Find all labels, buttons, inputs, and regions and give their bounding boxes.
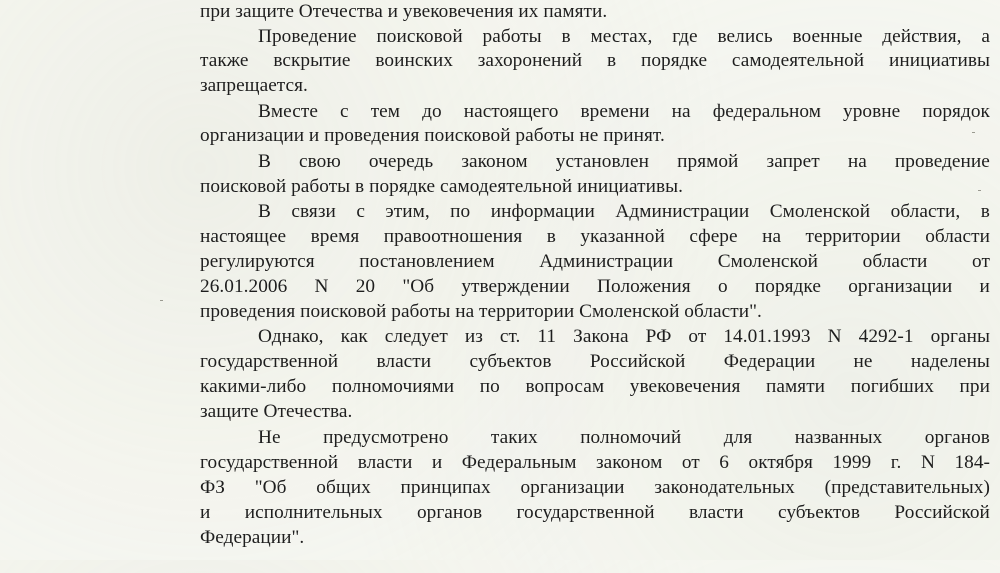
text-line-16: какими-либо полномочиями по вопросам увековечения памяти погибших при <box>200 376 990 397</box>
document-page <box>200 0 990 573</box>
text-line-3: также вскрытие воинских захоронений в порядке самодеятельной инициативы <box>200 50 990 71</box>
scan-speck <box>978 190 981 191</box>
text-line-11: регулируются постановлением Администрации Смоленской области от <box>200 251 990 272</box>
text-line-10: настоящее время правоотношения в указанной сфере на территории области <box>200 226 990 247</box>
text-line-15: государственной власти субъектов Российской Федерации не наделены <box>200 351 990 372</box>
text-line-6: организации и проведения поисковой работы не принят. <box>200 125 665 146</box>
text-line-17: защите Отечества. <box>200 401 353 422</box>
text-line-5: Вместе с тем до настоящего времени на федеральном уровне порядок <box>258 101 990 122</box>
text-line-18: Не предусмотрено таких полномочий для названных органов <box>258 427 990 448</box>
text-line-7: В свою очередь законом установлен прямой запрет на проведение <box>258 151 990 172</box>
text-line-2: Проведение поисковой работы в местах, где велись военные действия, а <box>258 26 990 47</box>
text-line-22: Федерации". <box>200 527 305 548</box>
text-line-8: поисковой работы в порядке самодеятельной инициативы. <box>200 176 683 197</box>
text-line-12: 26.01.2006 N 20 "Об утверждении Положения о порядке организации и <box>200 276 990 297</box>
scan-speck <box>972 132 975 133</box>
text-line-21: и исполнительных органов государственной власти субъектов Российской <box>200 502 990 523</box>
text-line-4: запрещается. <box>200 75 308 96</box>
scan-speck <box>160 300 163 301</box>
text-line-9: В связи с этим, по информации Администрации Смоленской области, в <box>258 201 990 222</box>
text-line-1: при защите Отечества и увековечения их памяти. <box>200 1 608 22</box>
text-line-19: государственной власти и Федеральным законом от 6 октября 1999 г. N 184- <box>200 452 990 473</box>
text-line-13: проведения поисковой работы на территории Смоленской области". <box>200 301 762 322</box>
text-line-14: Однако, как следует из ст. 11 Закона РФ от 14.01.1993 N 4292-1 органы <box>258 326 990 347</box>
text-line-20: ФЗ "Об общих принципах организации законодательных (представительных) <box>200 477 990 498</box>
